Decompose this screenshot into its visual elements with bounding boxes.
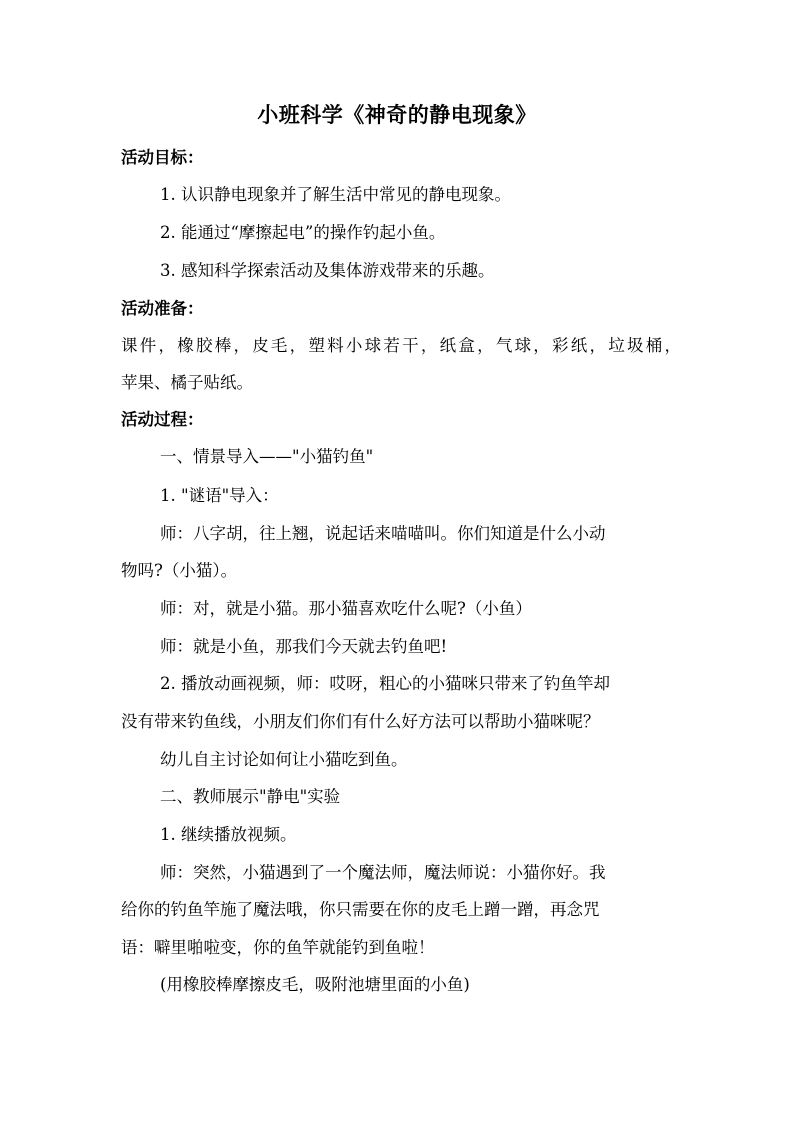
paragraph-line: 一、情景导入——"小猫钓鱼" xyxy=(160,447,374,466)
paragraph-line: 给你的钓鱼竿施了魔法哦，你只需要在你的皮毛上蹭一蹭，再念咒 xyxy=(121,900,600,919)
paragraph-line: 师：八字胡，往上翘，说起话来喵喵叫。你们知道是什么小动 xyxy=(160,524,606,543)
section-heading: 活动过程： xyxy=(121,410,204,429)
page-title: 小班科学《神奇的静电现象》 xyxy=(257,102,537,127)
paragraph-line: 1. 认识静电现象并了解生活中常见的静电现象。 xyxy=(160,185,511,204)
paragraph-line: 语：噼里啪啦变，你的鱼竿就能钓到鱼啦！ xyxy=(121,938,435,957)
section-heading: 活动准备： xyxy=(121,299,204,318)
paragraph-line: 1. 继续播放视频。 xyxy=(160,825,297,844)
section-heading: 活动目标： xyxy=(121,148,204,167)
paragraph-line: 1. "谜语"导入： xyxy=(160,486,279,505)
paragraph-line: 师：对，就是小猫。那小猫喜欢吃什么呢?（小鱼） xyxy=(160,599,532,618)
paragraph-line: 师：就是小鱼，那我们今天就去钓鱼吧! xyxy=(160,637,448,656)
paragraph-line: 苹果、橘子贴纸。 xyxy=(121,373,253,392)
paragraph-line: 师：突然，小猫遇到了一个魔法师，魔法师说：小猫你好。我 xyxy=(160,863,606,882)
paragraph-line: 2. 能通过“摩擦起电”的操作钓起小鱼。 xyxy=(160,223,446,242)
paragraph-line: 物吗?（小猫）。 xyxy=(121,561,238,580)
paragraph-line: 课件，橡胶棒，皮毛，塑料小球若干，纸盒，气球，彩纸，垃圾桶， xyxy=(121,336,681,355)
paragraph-line: 二、教师展示"静电"实验 xyxy=(160,787,341,806)
paragraph-line: (用橡胶棒摩擦皮毛，吸附池塘里面的小鱼) xyxy=(160,975,470,994)
paragraph-line: 2. 播放动画视频，师：哎呀，粗心的小猫咪只带来了钓鱼竿却 xyxy=(160,674,610,693)
paragraph-line: 没有带来钓鱼线，小朋友们你们有什么好方法可以帮助小猫咪呢？ xyxy=(121,712,600,731)
paragraph-line: 幼儿自主讨论如何让小猫吃到鱼。 xyxy=(160,750,408,769)
paragraph-line: 3. 感知科学探索活动及集体游戏带来的乐趣。 xyxy=(160,261,495,280)
